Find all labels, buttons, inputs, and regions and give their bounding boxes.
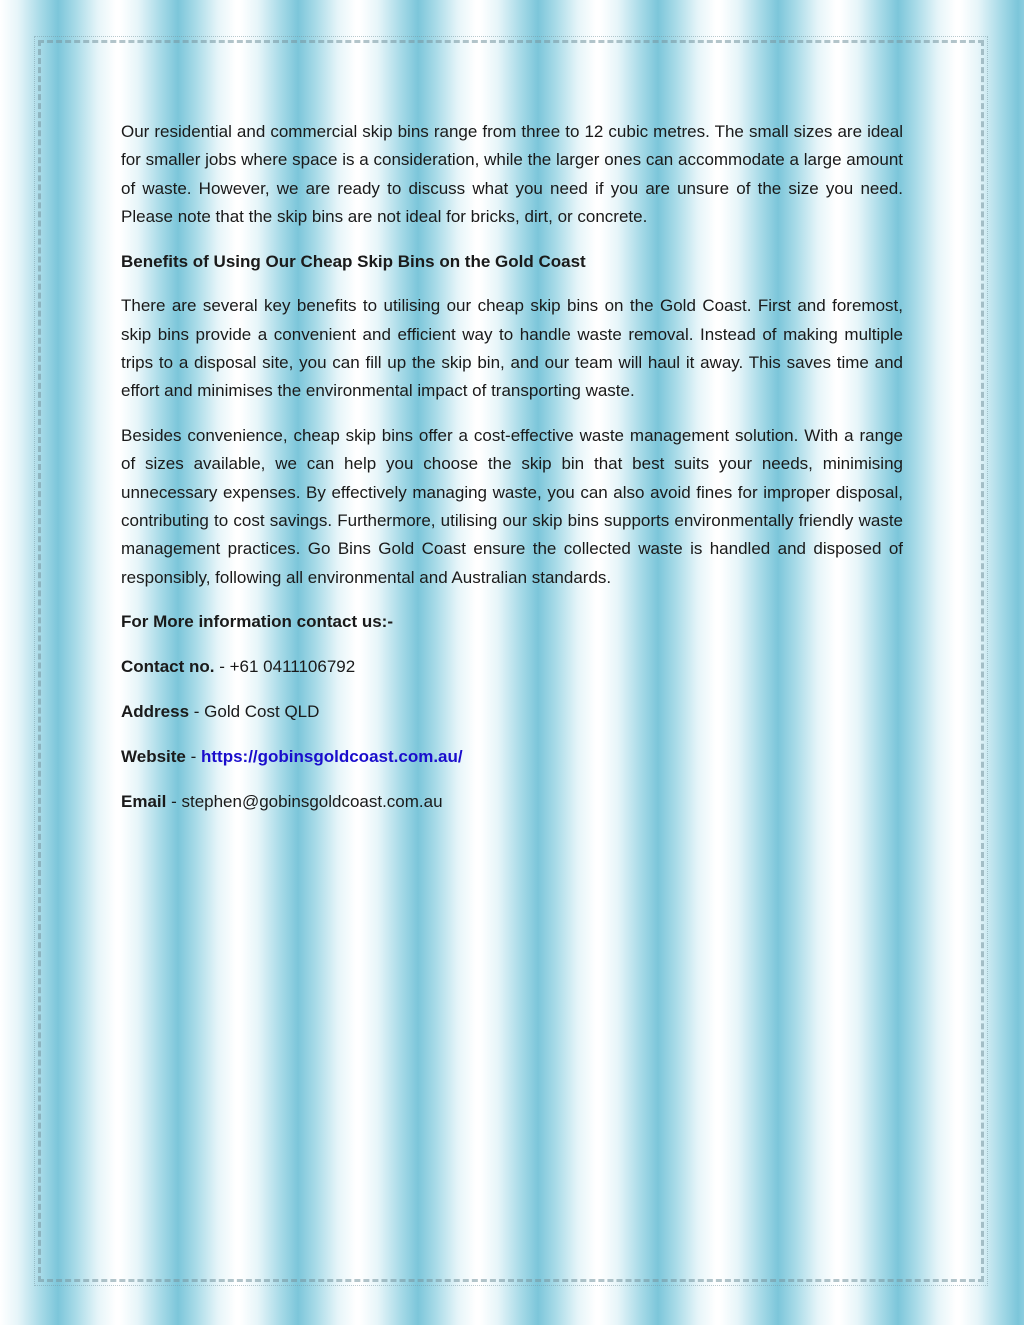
contact-phone-line <box>121 653 903 681</box>
website-separator: - <box>185 746 201 766</box>
phone-label: Contact no. <box>121 657 215 677</box>
intro-paragraph: Our residential and commercial skip bins range from three to 12 cubic metres. The small sizes are ideal for smaller jobs where space is a consideration, while the larger ones can accommodate a large amount of waste. However, we are ready to discuss what you need if you are unsure of the size you need. Please note that the skip bins are not ideal for bricks, dirt, or concrete. <box>121 122 903 226</box>
contact-website-line <box>121 743 903 771</box>
phone-value: - +61 0411106792 <box>214 657 356 677</box>
email-value: - stephen@gobinsgoldcoast.com.au <box>166 791 443 811</box>
benefits-paragraph-1: There are several key benefits to utilising our cheap skip bins on the Gold Coast. First and foremost, skip bins provide a convenient and efficient way to handle waste removal. Instead of making multiple trips to a disposal site, you can fill up the skip bin, and our team will haul it away. This saves time and effort and minimises the environmental impact of transporting waste. <box>121 296 903 401</box>
contact-email-line <box>121 788 903 816</box>
address-value: - Gold Cost QLD <box>189 702 320 722</box>
contact-address-line <box>121 698 903 726</box>
email-label: Email <box>121 791 167 811</box>
document-body <box>121 118 903 832</box>
benefits-heading: Benefits of Using Our Cheap Skip Bins on the Gold Coast <box>121 251 586 271</box>
benefits-paragraph-2: Besides convenience, cheap skip bins offer a cost-effective waste management solution. With a range of sizes available, we can help you choose the skip bin that best suits your needs, minimising unnecessary expenses. By effectively managing waste, you can also avoid fines for improper disposal, contributing to cost savings. Furthermore, utilising our skip bins supports environmentally friendly waste management practices. Go Bins Gold Coast ensure the collected waste is handled and disposed of responsibly, following all environmental and Australian standards. <box>121 426 903 587</box>
address-label: Address <box>121 702 190 722</box>
website-link[interactable]: https://gobinsgoldcoast.com.au/ <box>200 746 463 766</box>
contact-heading: For More information contact us:- <box>121 612 393 632</box>
website-label: Website <box>121 746 186 766</box>
